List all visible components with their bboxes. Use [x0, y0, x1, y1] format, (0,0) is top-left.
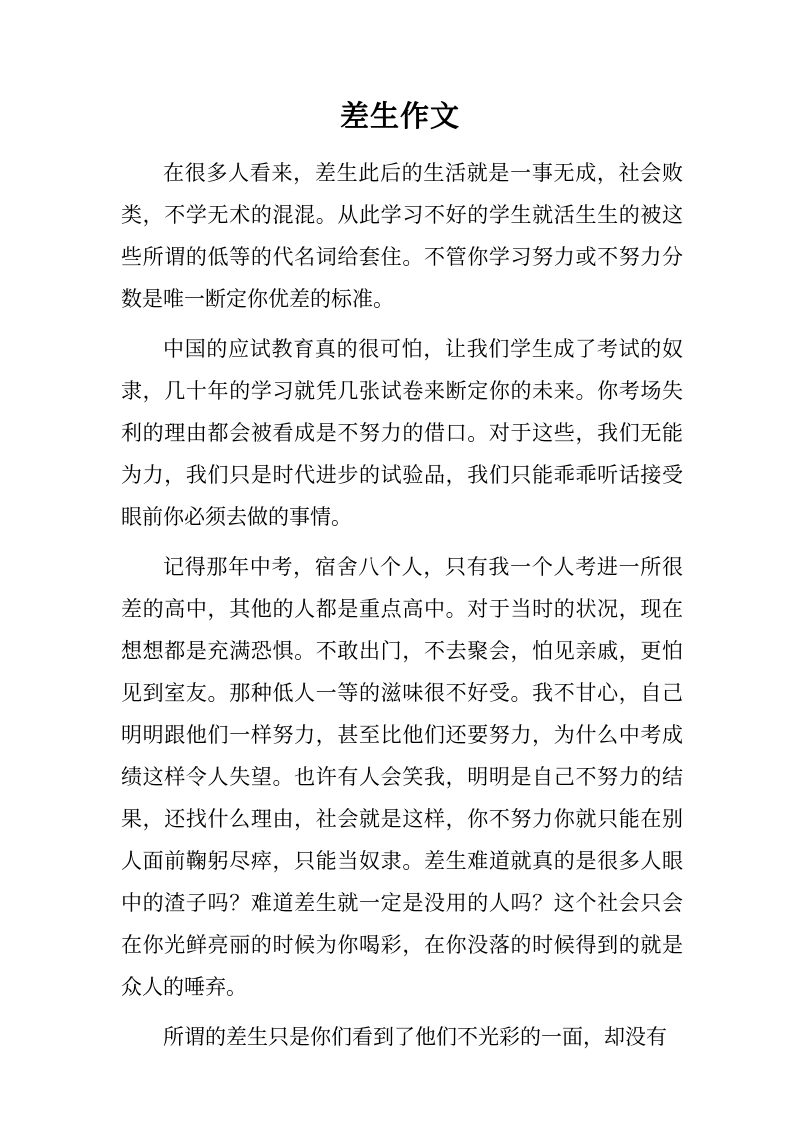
document-title: 差生作文	[339, 99, 460, 133]
document-body	[121, 152, 683, 1066]
paragraph-2: 中国的应试教育真的很可怕，让我们学生成了考试的奴隶，几十年的学习就凭几张试卷来断定你的未来。你考场失利的理由都会被看成是不努力的借口。对于这些，我们无能为力，我们只是时代进步的试验品，我们只能乖乖听话接受眼前你必须去做的事情。	[121, 337, 683, 529]
paragraph-1: 在很多人看来，差生此后的生活就是一事无成，社会败类，不学无术的混混。从此学习不好的学生就活生生的被这些所谓的低等的代名词给套住。不管你学习努力或不努力分数是唯一断定你优差的标准。	[121, 161, 683, 311]
paragraph-3: 记得那年中考，宿舍八个人，只有我一个人考进一所很差的高中，其他的人都是重点高中。对于当时的状况，现在想想都是充满恐惧。不敢出门，不去聚会，怕见亲戚，更怕见到室友。那种低人一等的滋味很不好受。我不甘心，自己明明跟他们一样努力，甚至比他们还要努力，为什么中考成绩这样令人失望。也许有人会笑我，明明是自己不努力的结果，还找什么理由，社会就是这样，你不努力你就只能在别人面前鞠躬尽瘁，只能当奴隶。差生难道就真的是很多人眼中的渣子吗？难道差生就一定是没用的人吗？这个社会只会在你光鲜亮丽的时候为你喝彩，在你没落的时候得到的就是众人的唾弃。	[121, 555, 683, 999]
paragraph-4: 所谓的差生只是你们看到了他们不光彩的一面，却没有	[163, 1025, 667, 1049]
